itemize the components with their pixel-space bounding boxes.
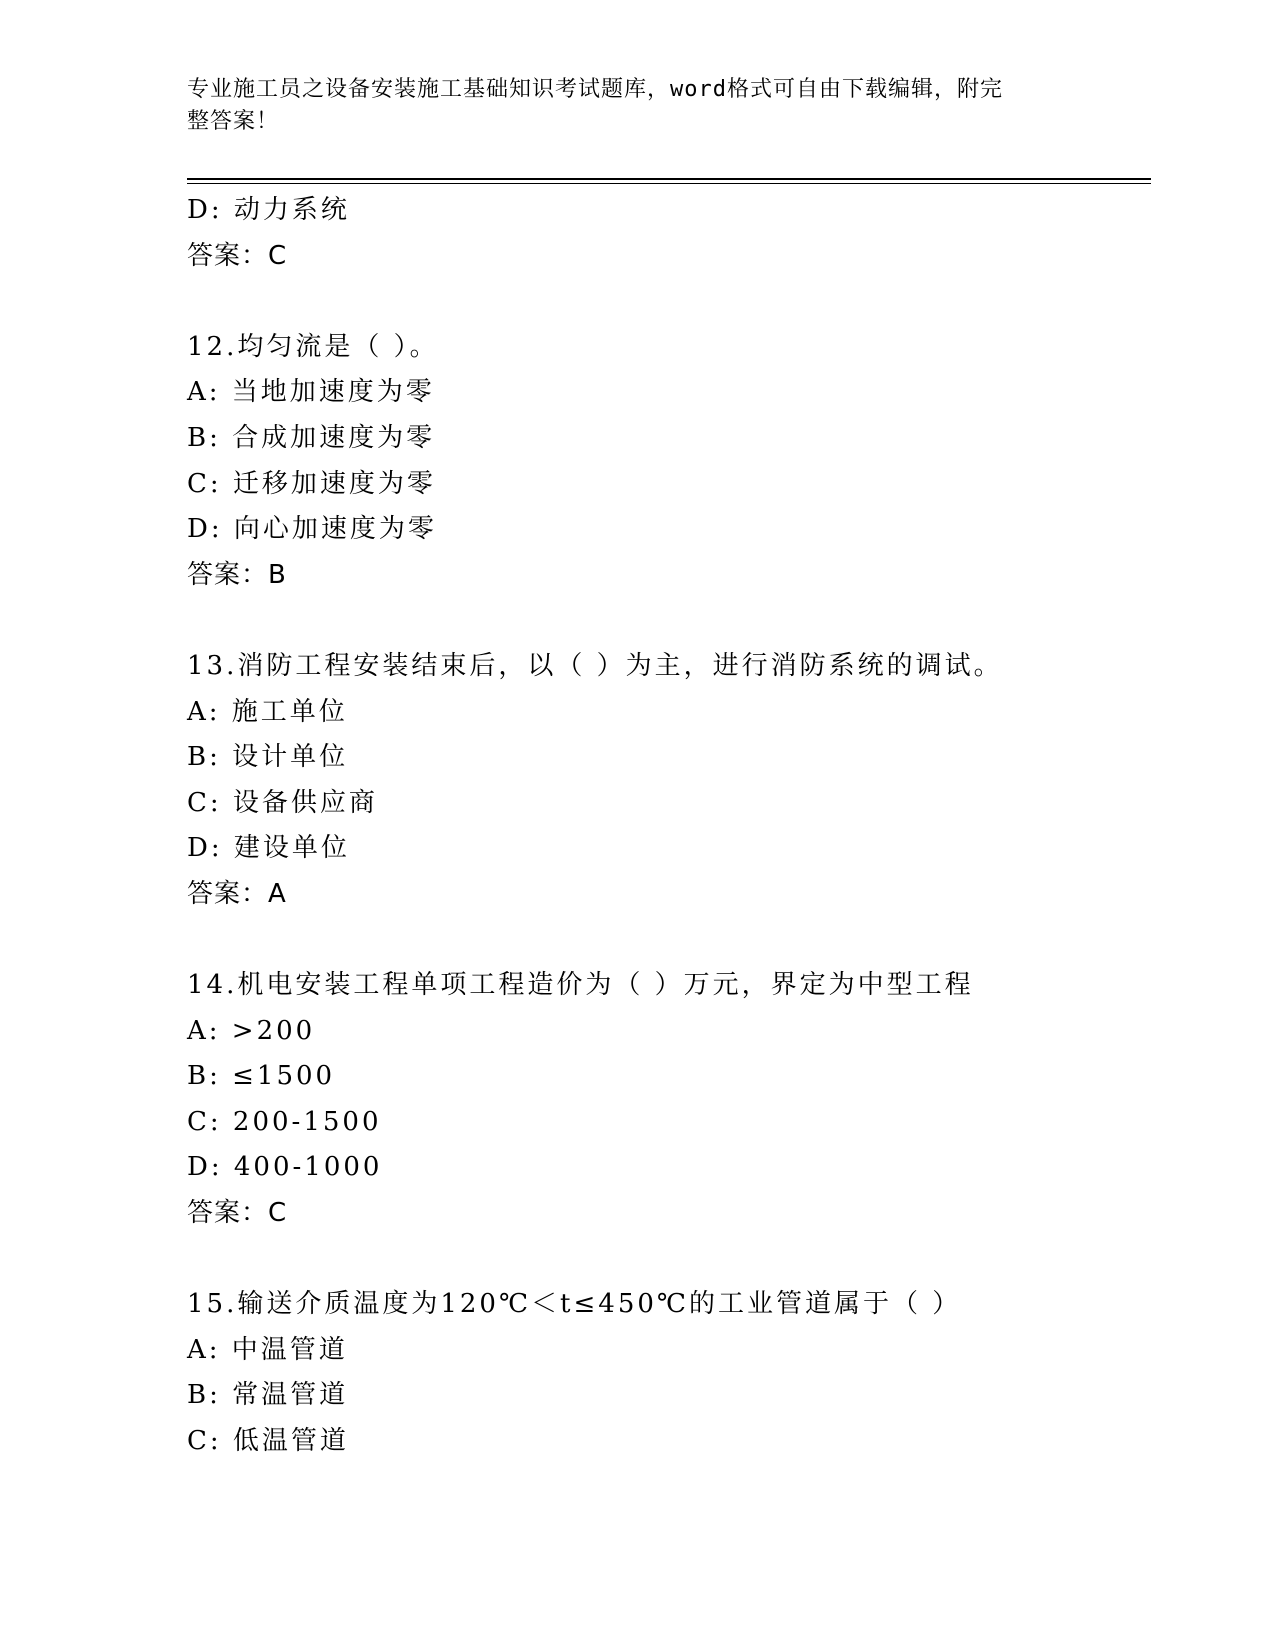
question-14	[187, 963, 1151, 1237]
answer: 答案：B	[187, 559, 287, 590]
prev-answer: 答案：C	[187, 240, 288, 271]
prev-option-d: D: 动力系统	[187, 195, 350, 225]
question-12	[187, 325, 1151, 599]
question-13	[187, 644, 1151, 918]
option-c: C: 迁移加速度为零	[187, 468, 436, 499]
option-a: A: 当地加速度为零	[187, 377, 435, 408]
question-content	[187, 188, 1151, 1465]
question-stem: 13.消防工程安装结束后，以（ ）为主，进行消防系统的调试。	[187, 650, 1003, 681]
header-divider	[187, 178, 1151, 184]
option-a: A: >200	[187, 1015, 316, 1046]
option-c: C: 低温管道	[187, 1426, 349, 1457]
spacer	[187, 1237, 1151, 1283]
spacer	[187, 918, 1151, 964]
answer: 答案：A	[187, 878, 287, 909]
question-stem: 15.输送介质温度为120℃＜t≤450℃的工业管道属于（ ）	[187, 1289, 962, 1320]
option-c: C: 200-1500	[187, 1106, 382, 1137]
option-b: B: 合成加速度为零	[187, 422, 436, 453]
option-c: C: 设备供应商	[187, 787, 378, 818]
option-b: B: ≤1500	[187, 1061, 336, 1092]
option-b: B: 设计单位	[187, 742, 349, 773]
divider-thin	[187, 183, 1151, 184]
question-stem: 12.均匀流是（ ）。	[187, 331, 439, 362]
header-title-line-1: 专业施工员之设备安装施工基础知识考试题库，word格式可自由下载编辑，附完	[187, 77, 1003, 102]
option-d: D: 向心加速度为零	[187, 514, 437, 545]
answer: 答案：C	[187, 1198, 288, 1229]
question-stem: 14.机电安装工程单项工程造价为（ ）万元，界定为中型工程	[187, 970, 974, 1001]
option-d: D: 400-1000	[187, 1152, 383, 1183]
option-b: B: 常温管道	[187, 1380, 349, 1411]
option-a: A: 施工单位	[187, 696, 348, 727]
option-a: A: 中温管道	[187, 1334, 348, 1365]
question-15	[187, 1282, 1151, 1464]
document-header	[187, 74, 1067, 138]
option-d: D: 建设单位	[187, 833, 350, 864]
divider-thick	[187, 178, 1151, 180]
spacer	[187, 279, 1151, 325]
spacer	[187, 598, 1151, 644]
header-title-line-2: 整答案！	[187, 109, 280, 134]
